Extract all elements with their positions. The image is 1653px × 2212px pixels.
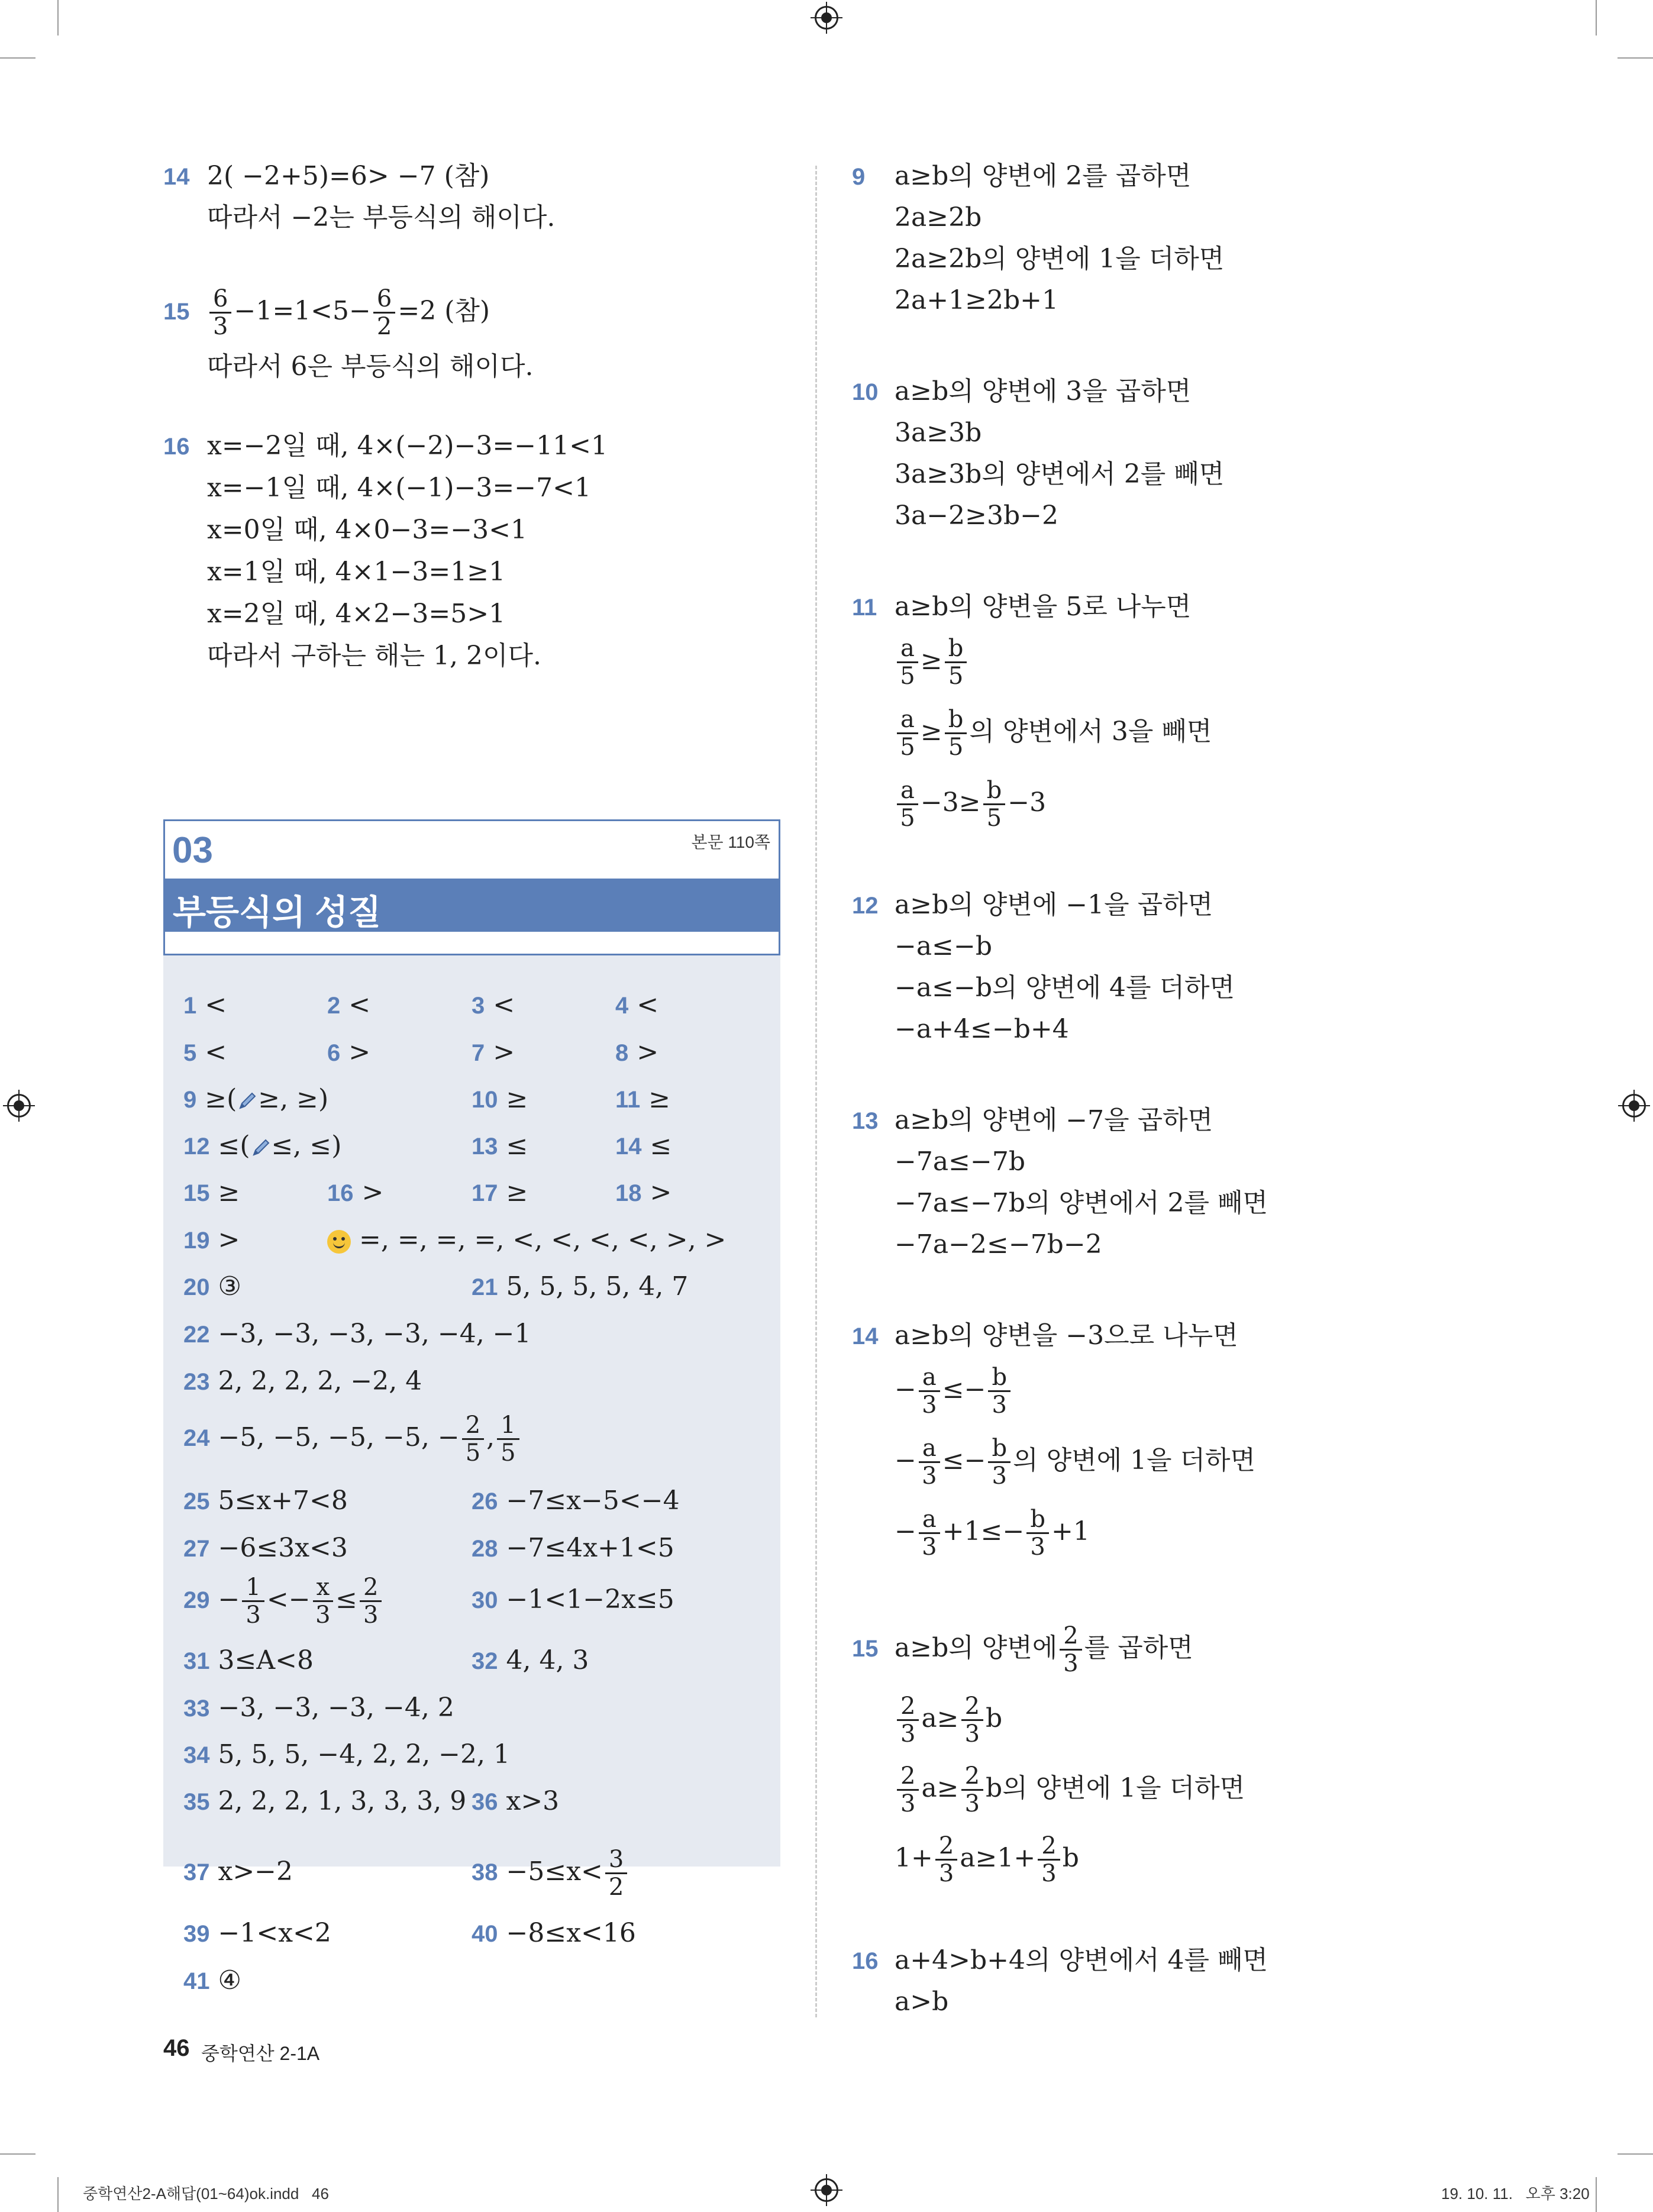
solution-line: − $\frac{a}{3}$ +1≤− $\frac{b}{3}$ +1 (895, 1506, 1090, 1561)
problem-number: 16 (163, 434, 190, 460)
answer-13: 13 ≤ (472, 1131, 528, 1161)
answer-36: 36 x>3 (472, 1786, 560, 1816)
solution-line: −7a≤−7b (895, 1147, 1025, 1177)
answer-27: 27 −6≤3x<3 (183, 1533, 348, 1563)
answer-box (163, 819, 780, 1867)
answer-6: 6 > (327, 1037, 371, 1067)
problem-number: 12 (852, 893, 879, 919)
solution-line: 2a≥2b의 양변에 1을 더하면 (895, 244, 1225, 274)
solution-line: − $\frac{a}{3}$ ≤− $\frac{b}{3}$ (895, 1363, 1013, 1418)
problem-number: 15 (852, 1636, 879, 1662)
section-subheader (163, 932, 780, 955)
answer-39: 39 −1<x<2 (183, 1918, 331, 1948)
solution-line: a≥b의 양변에 3을 곱하면 (895, 376, 1192, 406)
crop-mark (1596, 0, 1597, 35)
problem-number: 10 (852, 379, 879, 405)
solution-line: $\frac{a}{5}$ −3≥ $\frac{b}{5}$ −3 (895, 776, 1046, 831)
crop-mark (57, 2177, 59, 2212)
solution-line: a≥b의 양변을 5로 나누면 (895, 592, 1192, 622)
answer-3: 3 < (472, 990, 515, 1020)
answer-19: 19 > (183, 1225, 240, 1255)
solution-line: $\frac{a}{5}$ ≥ $\frac{b}{5}$ 의 양변에서 3을 빼면 (895, 705, 1212, 760)
answer-40: 40 −8≤x<16 (472, 1918, 636, 1948)
fraction: $\frac{x}{3}$ (313, 1574, 334, 1628)
section-number: 03 (172, 830, 213, 871)
expression: =2 (참) (398, 296, 490, 326)
answer-10: 10 ≥ (472, 1084, 528, 1114)
answer-38: 38 −5≤x< $\frac{3}{2}$ (472, 1846, 629, 1900)
crop-mark (57, 0, 59, 35)
answer-26: 26 −7≤x−5<−4 (472, 1486, 680, 1516)
solution-line: a>b (895, 1987, 949, 2017)
answer-4: 4 < (615, 990, 659, 1020)
answer-22: 22 −3, −3, −3, −3, −4, −1 (183, 1319, 531, 1349)
registration-mark-icon (815, 2178, 838, 2202)
problem-number: 11 (852, 595, 877, 621)
problem-number: 9 (852, 164, 866, 190)
solution-line: 따라서 구하는 해는 1, 2이다. (207, 641, 541, 671)
answer-19-smiley: =, =, =, =, <, <, <, <, >, > (327, 1222, 726, 1258)
book-title: 중학연산 2-1A (201, 2043, 320, 2064)
solution-line: −7a−2≤−7b−2 (895, 1229, 1102, 1260)
fraction: $\frac{1}{3}$ (242, 1574, 264, 1628)
problem-number: 13 (852, 1108, 879, 1134)
crop-mark (0, 2153, 35, 2155)
expression: −1=1<5− (234, 296, 371, 326)
answer-11: 11 ≥ (615, 1084, 671, 1114)
answer-37: 37 x>−2 (183, 1856, 293, 1887)
column-divider (815, 166, 817, 2017)
solution-line: $\frac{2}{3}$ a≥ $\frac{2}{3}$ b (895, 1692, 1002, 1747)
answer-34: 34 5, 5, 5, −4, 2, 2, −2, 1 (183, 1739, 510, 1769)
registration-mark-icon (7, 1094, 31, 1118)
solution-line: 3a≥3b (895, 418, 982, 448)
page-reference: 본문 110쪽 (691, 833, 770, 851)
section-header (163, 819, 780, 879)
solution-line: $\frac{a}{5}$ ≥ $\frac{b}{5}$ (895, 634, 969, 689)
answer-2: 2 < (327, 990, 371, 1020)
solution-line: − $\frac{a}{3}$ ≤− $\frac{b}{3}$ 의 양변에 1을 더하면 (895, 1435, 1256, 1490)
answer-7: 7 > (472, 1037, 515, 1067)
fraction: $\frac{1}{5}$ (497, 1412, 519, 1466)
page-number: 46 (163, 2035, 190, 2061)
fraction: $\frac{2}{5}$ (462, 1412, 484, 1466)
solution-line: −7a≤−7b의 양변에서 2를 빼면 (895, 1188, 1268, 1218)
solution-line: −a≤−b의 양변에 4를 더하면 (895, 973, 1235, 1003)
answer-9: 9 ≥( ≥, ≥) (183, 1084, 329, 1114)
solution-line: 따라서 −2는 부등식의 해이다. (207, 202, 556, 232)
fraction: $\frac{6}{2}$ (373, 286, 395, 340)
crop-mark (1618, 57, 1653, 59)
solution-line: 따라서 6은 부등식의 해이다. (207, 351, 534, 382)
answer-20: 20 ③ (183, 1271, 241, 1302)
fraction: $\frac{2}{3}$ (360, 1574, 382, 1628)
crop-mark (0, 57, 35, 59)
crop-mark (1618, 2153, 1653, 2155)
pencil-icon (250, 1137, 272, 1158)
solution-line: a+4>b+4의 양변에서 4를 빼면 (895, 1945, 1268, 1975)
fraction: $\frac{6}{3}$ (209, 286, 231, 340)
answer-14: 14 ≤ (615, 1131, 672, 1161)
solution-line: x=2일 때, 4×2−3=5>1 (207, 599, 506, 629)
solution-line: 3a≥3b의 양변에서 2를 빼면 (895, 459, 1225, 489)
answer-32: 32 4, 4, 3 (472, 1645, 589, 1675)
solution-line: a≥b의 양변에 −7을 곱하면 (895, 1105, 1213, 1135)
answer-12: 12 ≤( ≤, ≤) (183, 1131, 342, 1161)
solution-line: −a+4≤−b+4 (895, 1014, 1069, 1044)
pencil-icon (237, 1090, 258, 1112)
answer-25: 25 5≤x+7<8 (183, 1486, 348, 1516)
print-date: 19. 10. 11. 오후 3:20 (1441, 2185, 1590, 2203)
problem-number: 14 (163, 164, 190, 190)
answer-16: 16 > (327, 1177, 384, 1207)
problem-number: 15 (163, 299, 190, 325)
answer-24: 24 −5, −5, −5, −5, − $\frac{2}{5}$ , $\frac{1}{5}$ (183, 1411, 522, 1466)
solution-line: 2( −2+5)=6> −7 (참) (207, 161, 490, 191)
answer-28: 28 −7≤4x+1<5 (472, 1533, 674, 1563)
file-name: 중학연산2-A해답(01~64)ok.indd 46 (83, 2185, 329, 2203)
problem-number: 14 (852, 1323, 879, 1349)
answer-33: 33 −3, −3, −3, −4, 2 (183, 1693, 454, 1723)
answer-17: 17 ≥ (472, 1177, 528, 1207)
answer-23: 23 2, 2, 2, 2, −2, 4 (183, 1366, 422, 1396)
solution-line: x=1일 때, 4×1−3=1≥1 (207, 557, 506, 587)
solution-line: x=−2일 때, 4×(−2)−3=−11<1 (207, 431, 608, 461)
answer-1: 1 < (183, 990, 227, 1020)
section-title-bar (163, 879, 780, 932)
solution-line: a≥b의 양변에 −1을 곱하면 (895, 890, 1213, 920)
section-title: 부등식의 성질 (173, 893, 382, 932)
answer-21: 21 5, 5, 5, 5, 4, 7 (472, 1271, 689, 1302)
registration-mark-icon (815, 6, 838, 30)
smiley-icon (327, 1230, 351, 1254)
solution-line: a≥b의 양변에 $\frac{2}{3}$ 를 곱하면 (895, 1622, 1193, 1677)
answer-30: 30 −1<1−2x≤5 (472, 1584, 674, 1614)
solution-line: $\frac{2}{3}$ a≥ $\frac{2}{3}$ b의 양변에 1을 더하면 (895, 1762, 1245, 1817)
registration-mark-icon (1622, 1094, 1646, 1118)
answer-18: 18 > (615, 1177, 672, 1207)
answer-15: 15 ≥ (183, 1177, 240, 1207)
solution-line: 1+ $\frac{2}{3}$ a≥1+ $\frac{2}{3}$ b (895, 1832, 1079, 1887)
solution-line: a≥b의 양변에 2를 곱하면 (895, 161, 1192, 191)
solution-line: x=0일 때, 4×0−3=−3<1 (207, 515, 527, 545)
solution-line: 2a≥2b (895, 202, 982, 232)
answer-35: 35 2, 2, 2, 1, 3, 3, 3, 9 (183, 1786, 467, 1816)
solution-line: 3a−2≥3b−2 (895, 500, 1058, 531)
crop-mark (1596, 2177, 1597, 2212)
answer-29: 29 − $\frac{1}{3}$ <− $\frac{x}{3}$ ≤ $\frac{2}{3}$ (183, 1573, 384, 1628)
solution-line: x=−1일 때, 4×(−1)−3=−7<1 (207, 473, 592, 503)
answer-8: 8 > (615, 1037, 659, 1067)
solution-line: 2a+1≥2b+1 (895, 285, 1058, 315)
problem-number: 16 (852, 1948, 879, 1974)
answer-5: 5 < (183, 1037, 227, 1067)
answer-31: 31 3≤A<8 (183, 1645, 314, 1675)
answer-41: 41 ④ (183, 1965, 241, 1995)
solution-line: a≥b의 양변을 −3으로 나누면 (895, 1320, 1238, 1351)
fraction: $\frac{3}{2}$ (605, 1846, 627, 1900)
solution-line: −a≤−b (895, 931, 992, 961)
